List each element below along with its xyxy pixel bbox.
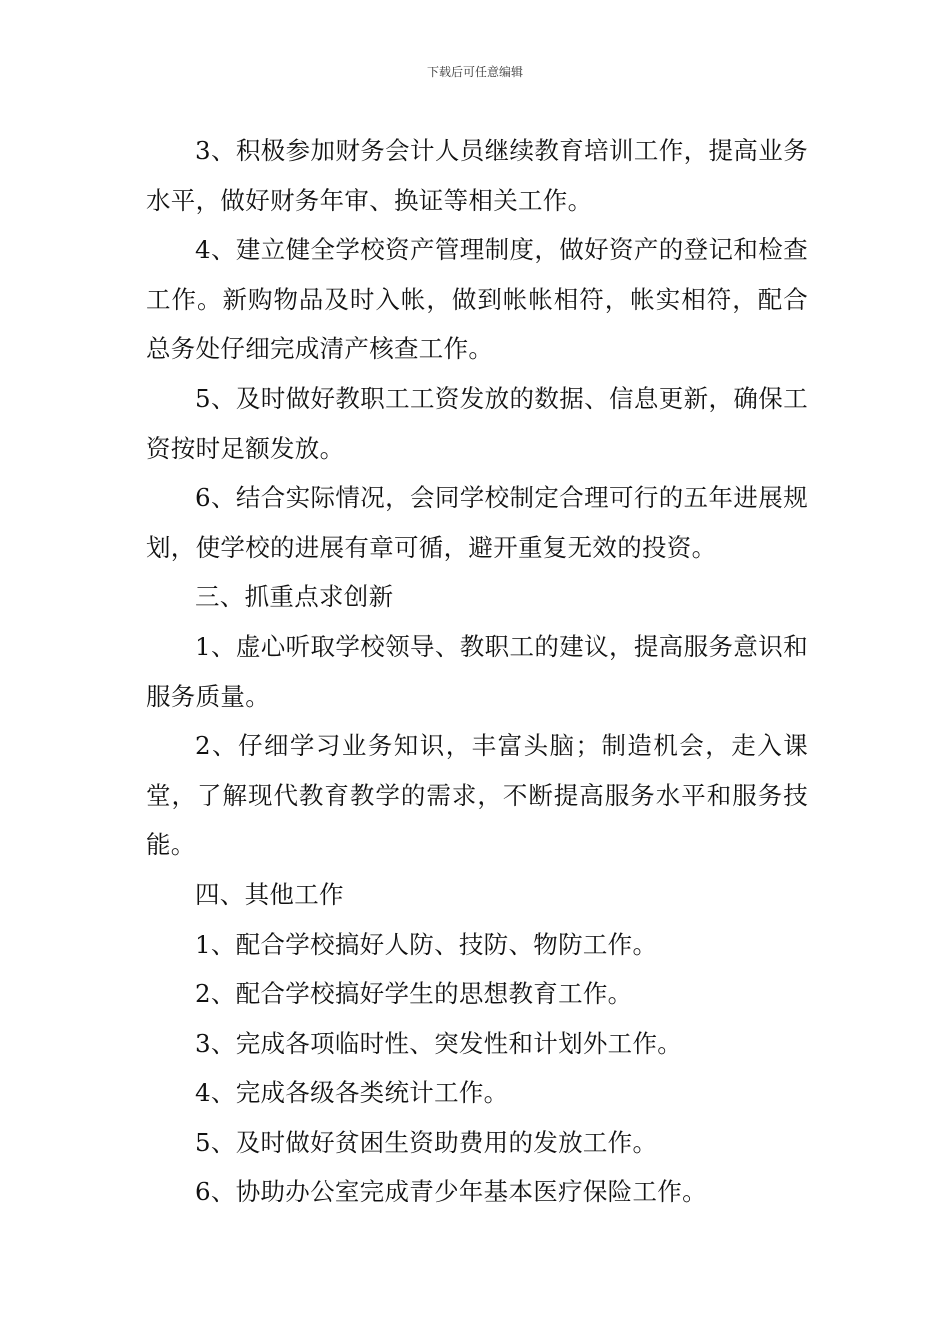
paragraph-item: 1、配合学校搞好人防、技防、物防工作。: [195, 929, 658, 959]
paragraph-item: 6、结合实际情况，会同学校制定合理可行的五年进展规划，使学校的进展有章可循，避开重复无效的投资。: [146, 483, 808, 562]
paragraph-item: 2、配合学校搞好学生的思想教育工作。: [195, 979, 633, 1009]
paragraph-item: 5、及时做好贫困生资助费用的发放工作。: [195, 1127, 658, 1157]
page-header-note: 下载后可任意编辑: [426, 65, 523, 79]
document-body: [146, 126, 808, 1217]
paragraph-item: 3、积极参加财务会计人员继续教育培训工作，提高业务水平，做好财务年审、换证等相关工作。: [146, 136, 808, 215]
paragraph-item: 4、建立健全学校资产管理制度，做好资产的登记和检查工作。新购物品及时入帐，做到帐帐相符，帐实相符，配合总务处仔细完成清产核查工作。: [146, 235, 808, 364]
paragraph-item: 1、虚心听取学校领导、教职工的建议，提高服务意识和服务质量。: [146, 631, 808, 711]
paragraph-item: 2、仔细学习业务知识，丰富头脑；制造机会，走入课堂，了解现代教育教学的需求，不断提高服务水平和服务技能。: [146, 731, 808, 860]
paragraph-item: 3、完成各项临时性、突发性和计划外工作。: [195, 1028, 683, 1058]
section-heading: 三、抓重点求创新: [195, 582, 394, 612]
paragraph-item: 6、协助办公室完成青少年基本医疗保险工作。: [195, 1177, 707, 1207]
paragraph-item: 5、及时做好教职工工资发放的数据、信息更新，确保工资按时足额发放。: [146, 383, 808, 463]
section-heading: 四、其他工作: [195, 879, 344, 909]
paragraph-item: 4、完成各级各类统计工作。: [195, 1078, 509, 1108]
